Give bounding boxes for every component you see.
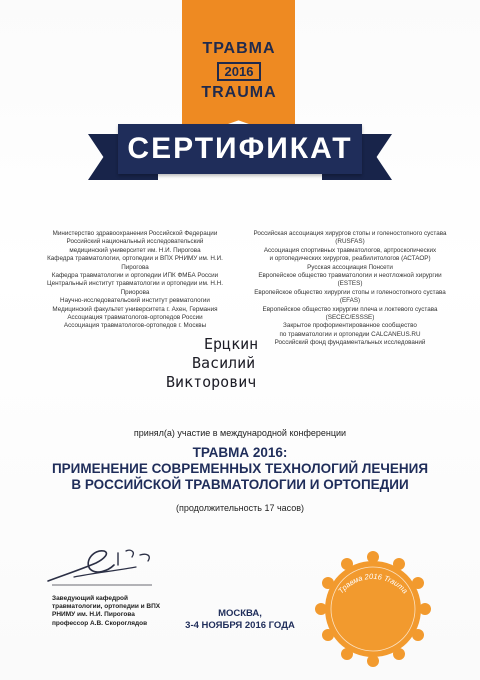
organizer-item: Европейское общество травматологии и неотложной хирургии (ESTES) (258, 272, 442, 288)
event-dates: 3-4 НОЯБРЯ 2016 ГОДА (185, 620, 295, 631)
title-banner (0, 120, 480, 200)
signatory-line: травматологии, ортопедии и ВПХ (52, 603, 161, 611)
organizer-item: Российский национальный исследовательский (66, 238, 204, 246)
organizer-item: Кафедра травматологии и ортопедии ИПК ФМБА России (51, 272, 219, 280)
logo-line-en: TRAUMA (201, 84, 277, 101)
recipient-first-name: Василий (192, 354, 256, 372)
organizer-item: Ассоциация травматологов-ортопедов г. Москвы (63, 322, 207, 330)
signatory-line: Заведующий кафедрой (52, 595, 129, 602)
conference-line: ТРАВМА 2016: (192, 445, 288, 460)
seal-text: Травма 2016 Trauma (336, 571, 410, 596)
place-and-date (160, 608, 320, 632)
conference-title (30, 445, 450, 493)
logo-line-ru: ТРАВМА (202, 40, 276, 57)
organizer-item: Закрытое профориентированное сообщество (283, 322, 417, 330)
organizer-item: Российский фонд фундаментальных исследований (274, 339, 426, 347)
organizer-item: и ортопедических хирургов, реабилитологов (АСТАОР) (269, 255, 431, 263)
organizer-item: Российская ассоциация хирургов стопы и голеностопного сустава (RUSFAS) (253, 230, 447, 246)
organizer-item: Русская ассоциация Понсети (307, 263, 393, 271)
signatory-line: профессор А.В. Скороглядов (52, 619, 148, 627)
banner-main (118, 124, 362, 174)
organizer-item: Министерство здравоохранения Российской Федерации (52, 230, 218, 237)
certificate-title: СЕРТИФИКАТ (127, 132, 353, 165)
recipient-name (140, 335, 350, 392)
organizer-item: Европейское общество хирургии плеча и локтевого сустава (SECEC/ESSSE) (262, 305, 438, 322)
participation-text: принял(а) участие в международной конференции (133, 428, 347, 438)
duration-text: (продолжительность 17 часов) (175, 503, 305, 513)
conference-line: В РОССИЙСКОЙ ТРАВМАТОЛОГИИ И ОРТОПЕДИИ (71, 477, 409, 492)
organizer-item: Ассоциация травматологов-ортопедов России (67, 314, 203, 322)
organizers-left-list (40, 230, 230, 331)
signatory-line: РНИМУ им. Н.И. Пирогова (52, 611, 135, 619)
conference-line: ПРИМЕНЕНИЕ СОВРЕМЕННЫХ ТЕХНОЛОГИЙ ЛЕЧЕНИЯ (51, 461, 429, 476)
event-seal-stamp (312, 548, 434, 670)
organizer-item: Европейское общество хирургии стопы и голеностопного сустава (EFAS) (254, 288, 446, 305)
organizer-item: Ассоциация спортивных травматологов, артроскопических (263, 246, 437, 254)
organizer-item: Научно-исследовательский институт ревматологии (60, 297, 210, 305)
organizer-item: медицинский университет им. Н.И. Пирогова (69, 246, 201, 254)
signature-image (44, 545, 164, 590)
organizer-item: Медицинский факультет университета г. Ахен, Германия (52, 305, 218, 313)
recipient-patronymic: Викторович (166, 373, 257, 391)
organizer-item: Центральный институт травматологии и ортопедии им. Н.Н. Приорова (46, 280, 223, 296)
organizer-item: по травматологии и ортопедии CALCANEUS.RU (279, 330, 421, 338)
organizer-item: Кафедра травматологии, ортопедии и ВПХ РНИМУ им. Н.И. Пирогова (47, 255, 223, 271)
logo-year: 2016 (217, 62, 262, 81)
organizers-right-list (250, 230, 450, 348)
city: МОСКВА, (218, 608, 262, 619)
event-logo (196, 40, 282, 102)
recipient-surname: Ерцкин (204, 335, 259, 353)
